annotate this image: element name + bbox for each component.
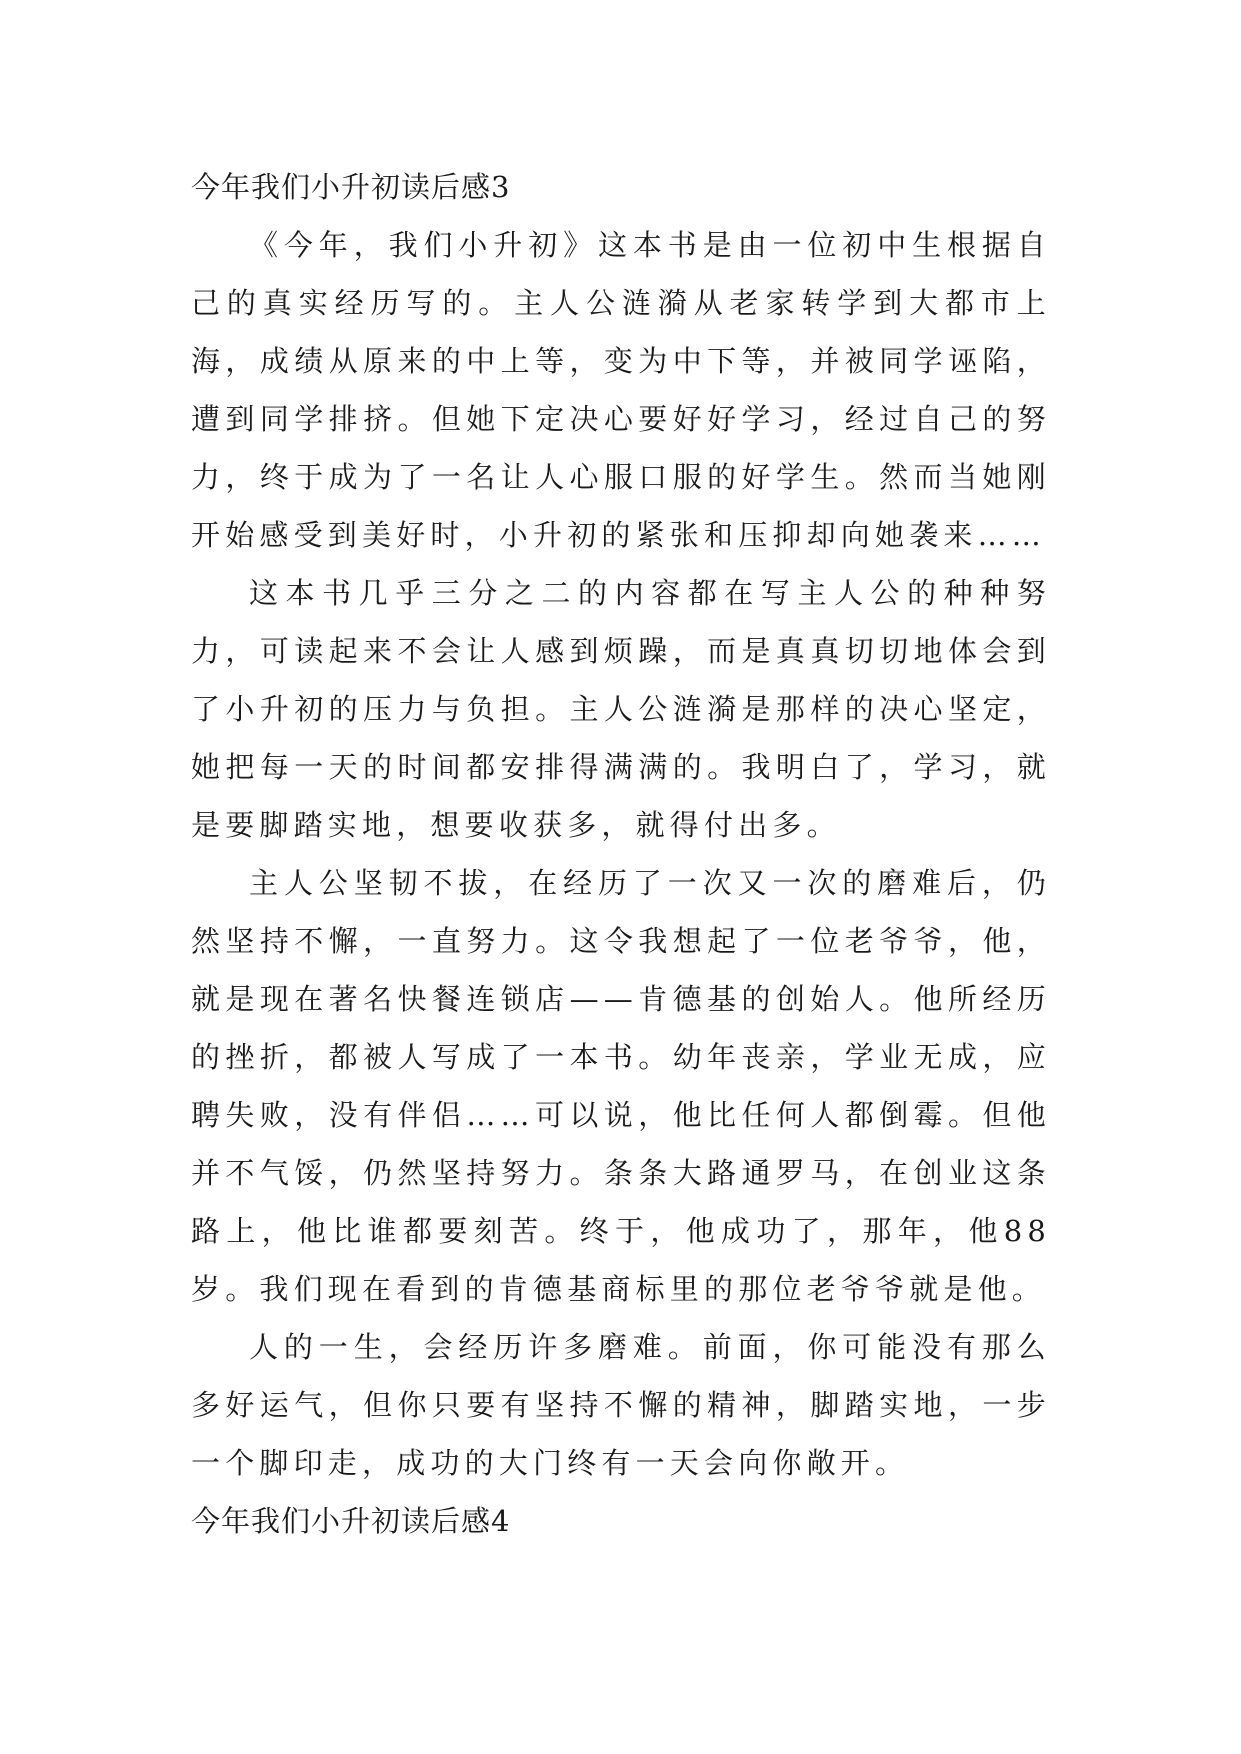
- paragraph-1: 《今年，我们小升初》这本书是由一位初中生根据自己的真实经历写的。主人公涟漪从老家转学到大都市上海，成绩从原来的中上等，变为中下等，并被同学诬陷，遭到同学排挤。但她下定决心要好好学习，经过自己的努力，终于成为了一名让人心服口服的好学生。然而当她刚开始感受到美好时，小升初的紧张和压抑却向她袭来……: [191, 228, 1051, 552]
- paragraph-3: 主人公坚韧不拔，在经历了一次又一次的磨难后，仍然坚持不懈，一直努力。这令我想起了一位老爷爷，他，就是现在著名快餐连锁店——肯德基的创始人。他所经历的挫折，都被人写成了一本书。幼年丧亲，学业无成，应聘失败，没有伴侣……可以说，他比任何人都倒霉。但他并不气馁，仍然坚持努力。条条大路通罗马，在创业这条路上，他比谁都要刻苦。终于，他成功了，那年，他88岁。我们现在看到的肯德基商标里的那位老爷爷就是他。: [191, 866, 1051, 1306]
- section-heading-4: 今年我们小升初读后感4: [191, 1504, 511, 1538]
- document-body: [191, 158, 1051, 1550]
- section-heading-3: 今年我们小升初读后感3: [191, 170, 511, 204]
- paragraph-2: 这本书几乎三分之二的内容都在写主人公的种种努力，可读起来不会让人感到烦躁，而是真真切切地体会到了小升初的压力与负担。主人公涟漪是那样的决心坚定，她把每一天的时间都安排得满满的。我明白了，学习，就是要脚踏实地，想要收获多，就得付出多。: [191, 576, 1051, 842]
- paragraph-4: 人的一生，会经历许多磨难。前面，你可能没有那么多好运气，但你只要有坚持不懈的精神，脚踏实地，一步一个脚印走，成功的大门终有一天会向你敞开。: [191, 1330, 1051, 1480]
